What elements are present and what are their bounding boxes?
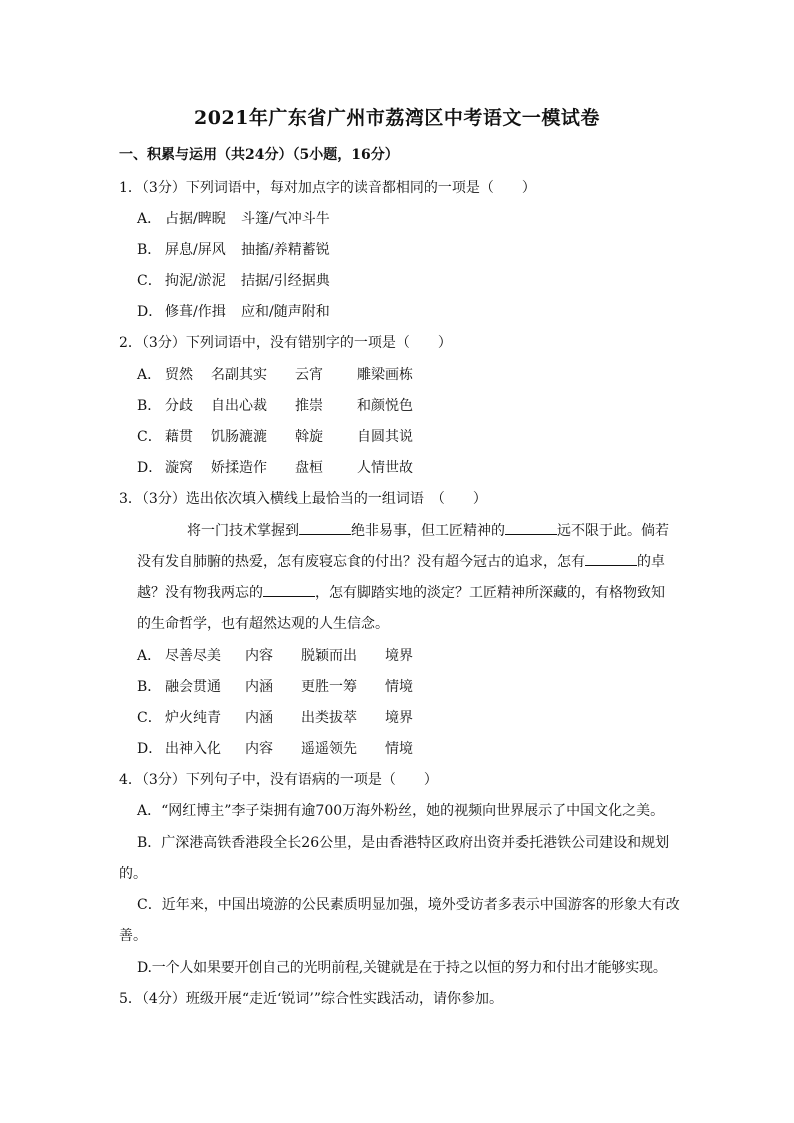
question-4-option-b-cont: 的。 bbox=[119, 866, 147, 882]
question-4-stem: 4．（3分）下列句子中，没有语病的一项是（ ） bbox=[119, 772, 438, 788]
passage-line-2: 没有发自肺腑的热爱，怎有废寝忘食的付出？没有超今冠古的追求，怎有 的卓 bbox=[137, 554, 665, 570]
question-2-stem: 2．（3分）下列词语中，没有错别字的一项是（ ） bbox=[119, 335, 452, 351]
page-title: 2021年广东省广州市荔湾区中考语文一模试卷 bbox=[194, 107, 600, 129]
question-4-option-c[interactable]: C．近年来，中国出境游的公民素质明显加强，境外受访者多表示中国游客的形象大有改 bbox=[137, 897, 680, 913]
question-2-option-c[interactable]: C． 藉贯 饥肠漉漉 斡旋 自圆其说 bbox=[137, 429, 413, 445]
question-1-option-c[interactable]: C． 拘泥/淤泥 拮据/引经据典 bbox=[137, 273, 330, 289]
question-1-option-b[interactable]: B． 屏息/屏风 抽搐/养精蓄锐 bbox=[137, 242, 330, 258]
question-1-option-d[interactable]: D． 修葺/作揖 应和/随声附和 bbox=[137, 304, 330, 320]
section-heading: 一、积累与运用（共24分）（5小题，16分） bbox=[119, 147, 399, 163]
question-1-stem: 1．（3分）下列词语中，每对加点字的读音都相同的一项是（ ） bbox=[119, 180, 536, 196]
passage-line-1: 将一门技术掌握到 绝非易事，但工匠精神的 远不限于此。倘若 bbox=[187, 523, 669, 539]
question-3-option-a[interactable]: A． 尽善尽美 内容 脱颖而出 境界 bbox=[137, 648, 413, 664]
question-3-option-b[interactable]: B． 融会贯通 内涵 更胜一筹 情境 bbox=[137, 679, 413, 695]
question-3-stem: 3．（3分）选出依次填入横线上最恰当的一组词语 （ ） bbox=[119, 491, 487, 507]
blank-2[interactable] bbox=[505, 522, 557, 535]
blank-1[interactable] bbox=[299, 522, 351, 535]
passage-line-4: 的生命哲学，也有超然达观的人生信念。 bbox=[137, 616, 389, 632]
question-4-option-b[interactable]: B．广深港高铁香港段全长26公里，是由香港特区政府出资并委托港铁公司建设和规划 bbox=[137, 835, 670, 851]
question-1-option-a[interactable]: A． 占据/睥睨 斗篷/气冲斗牛 bbox=[137, 211, 330, 227]
question-4-option-d[interactable]: D.一个人如果要开创自己的光明前程,关键就是在于持之以恒的努力和付出才能够实现。 bbox=[137, 960, 667, 976]
question-2-option-a[interactable]: A． 贸然 名副其实 云宵 雕梁画栋 bbox=[137, 367, 413, 383]
question-4-option-c-cont: 善。 bbox=[119, 928, 147, 944]
question-2-option-b[interactable]: B． 分歧 自出心裁 推崇 和颜悦色 bbox=[137, 398, 413, 414]
blank-4[interactable] bbox=[263, 584, 315, 597]
question-5-stem: 5．（4分）班级开展“走近‘锐词’”综合性实践活动，请你参加。 bbox=[119, 991, 504, 1007]
question-3-option-d[interactable]: D． 出神入化 内容 遥遥领先 情境 bbox=[137, 741, 413, 757]
question-2-option-d[interactable]: D． 漩窝 娇揉造作 盘桓 人情世故 bbox=[137, 460, 413, 476]
question-3-option-c[interactable]: C． 炉火纯青 内涵 出类拔萃 境界 bbox=[137, 710, 413, 726]
blank-3[interactable] bbox=[585, 553, 637, 566]
question-4-option-a[interactable]: A．“网红博主”李子柒拥有逾700万海外粉丝，她的视频向世界展示了中国文化之美。 bbox=[137, 803, 665, 819]
passage-line-3: 越？没有物我两忘的 ，怎有脚踏实地的淡定？工匠精神所深藏的，有格物致知 bbox=[137, 585, 665, 601]
